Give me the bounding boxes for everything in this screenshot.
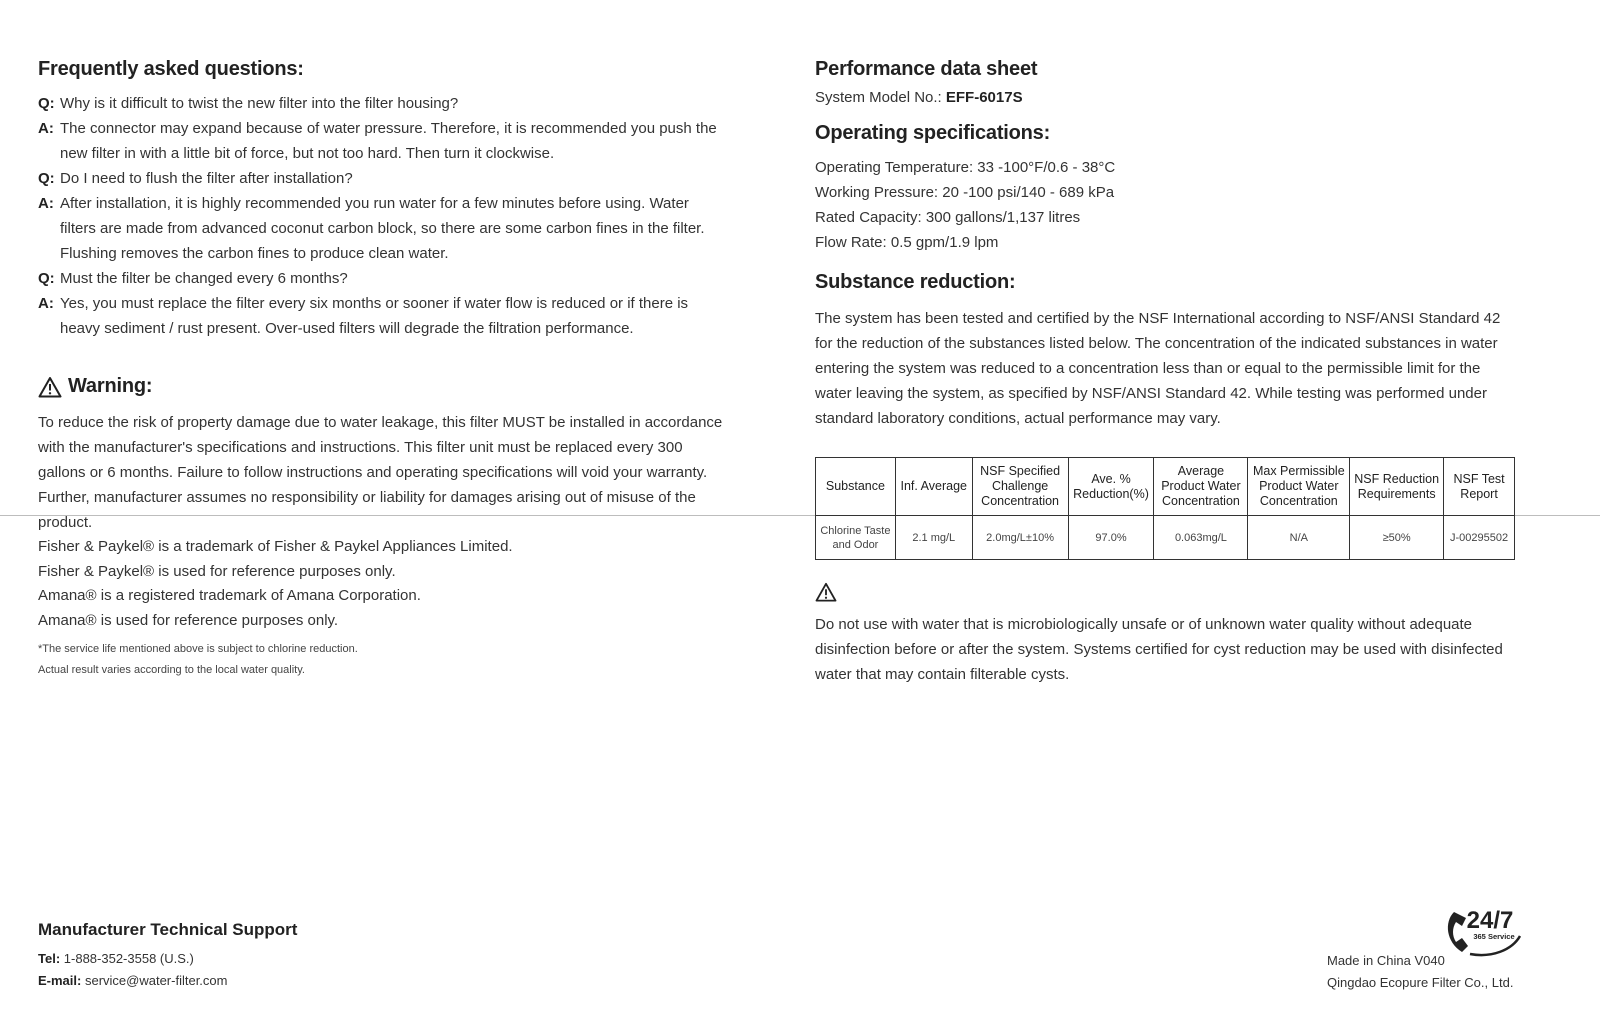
company-name: Qingdao Ecopure Filter Co., Ltd. [1327, 975, 1514, 990]
substance-table [815, 457, 1515, 560]
model-label: System Model No.: [815, 89, 942, 106]
support-email [38, 970, 297, 992]
table-header-row [816, 458, 1515, 516]
email-value: service@water-filter.com [84, 973, 228, 988]
caution-text: Do not use with water that is microbiologically unsafe or of unknown water quality without adequate disinfection before or after the system. Systems certified for cyst reduction may be used with disinfected water that may contain filterable cysts. [815, 616, 1503, 683]
faq-answer [38, 291, 728, 341]
left-column [38, 58, 728, 681]
faq-text: Yes, you must replace the filter every six months or sooner if water flow is reduced or if there is heavy sediment / rust present. Over-used filters will degrade the filtration performance. [60, 295, 689, 337]
trademark-line: Fisher & Paykel® is a trademark of Fisher & Paykel Appliances Limited. [38, 538, 513, 555]
faq-text: Must the filter be changed every 6 months? [60, 270, 348, 287]
faq-text: The connector may expand because of water pressure. Therefore, it is recommended you push the new filter in with a little bit of force, but not too hard. Then turn it clockwise. [60, 120, 717, 162]
table-header: NSF Reduction Requirements [1350, 458, 1444, 516]
faq-text: Do I need to flush the filter after installation? [60, 170, 353, 187]
faq-answer [38, 191, 728, 266]
performance-title: Performance data sheet [815, 58, 1038, 80]
manufacturer-info [1327, 950, 1513, 994]
tel-value: 1-888-352-3558 (U.S.) [63, 951, 194, 966]
faq-title: Frequently asked questions: [38, 58, 304, 80]
faq-text: After installation, it is highly recommended you run water for a few minutes before using. Water filters are made from advanced coconut carbon block, so there are some carbon fines in the filter. Flushing removes the carbon fines to produce clean water. [60, 195, 705, 262]
spec-line: Operating Temperature: 33 -100°F/0.6 - 38°C [815, 159, 1116, 176]
faq-tag: A: [38, 295, 54, 312]
substance-text: The system has been tested and certified by the NSF International according to NSF/ANSI Standard 42 for the reduction of the substances listed below. The concentration of the indicated substances in water entering the system was reduced to a concentration less than or equal to the permissible limit for the water leaving the system, as specified by NSF/ANSI Standard 42. While testing was performed under standard laboratory conditions, actual performance may vary. [815, 310, 1501, 427]
spec-line: Rated Capacity: 300 gallons/1,137 litres [815, 209, 1081, 226]
support-tel [38, 948, 297, 970]
faq-tag: A: [38, 195, 54, 212]
footnote: Actual result varies according to the local water quality. [38, 664, 305, 676]
trademark-line: Amana® is a registered trademark of Amana Corporation. [38, 587, 421, 604]
table-cell: ≥50% [1350, 516, 1444, 560]
faq-question [38, 266, 728, 291]
faq-tag: A: [38, 120, 54, 137]
trademark-line: Amana® is used for reference purposes only. [38, 611, 339, 629]
spec-line: Working Pressure: 20 -100 psi/140 - 689 kPa [815, 184, 1115, 201]
warning-title: Warning: [68, 375, 153, 397]
table-header: NSF Specified Challenge Concentration [972, 458, 1068, 516]
table-cell: 2.0mg/L±10% [972, 516, 1068, 560]
table-cell: 97.0% [1068, 516, 1154, 560]
phone-24-7-icon [1440, 898, 1524, 958]
table-header: Max Permissible Product Water Concentration [1248, 458, 1350, 516]
spec-line: Flow Rate: 0.5 gpm/1.9 lpm [815, 234, 999, 251]
table-header: NSF Test Report [1444, 458, 1515, 516]
warning-text: To reduce the risk of property damage due to water leakage, this filter MUST be installed in accordance with the manufacturer's specifications and instructions. This filter unit must be replaced every 300 gallons or 6 months. Failure to follow instructions and operating specifications will void your warranty. Further, manufacturer assumes no responsibility or liability for damages arising out of misuse of the product. [38, 414, 723, 531]
table-header: Inf. Average [895, 458, 972, 516]
table-header: Average Product Water Concentration [1154, 458, 1248, 516]
trademark-list [38, 535, 728, 633]
table-cell: Chlorine Taste and Odor [816, 516, 896, 560]
faq-list [38, 91, 728, 341]
trademark-line: Fisher & Paykel® is used for reference purposes only. [38, 562, 396, 580]
faq-question [38, 166, 728, 191]
faq-question [38, 91, 728, 116]
right-column [815, 58, 1535, 687]
table-header: Ave. % Reduction(%) [1068, 458, 1154, 516]
faq-tag: Q: [38, 95, 55, 112]
table-row [816, 516, 1515, 560]
faq-text: Why is it difficult to twist the new filter into the filter housing? [60, 95, 459, 112]
warning-triangle-icon [38, 376, 62, 398]
table-cell: N/A [1248, 516, 1350, 560]
faq-tag: Q: [38, 170, 55, 187]
technical-support [38, 920, 297, 992]
model-value: EFF-6017S [945, 89, 1023, 106]
spec-list [815, 155, 1535, 255]
table-cell: 0.063mg/L [1154, 516, 1248, 560]
badge-24-7: 24/7 [1466, 907, 1514, 934]
table-header: Substance [816, 458, 896, 516]
support-title: Manufacturer Technical Support [38, 920, 298, 939]
made-in: Made in China V040 [1327, 953, 1445, 968]
warning-heading [38, 375, 728, 398]
faq-tag: Q: [38, 270, 55, 287]
footnote: *The service life mentioned above is subject to chlorine reduction. [38, 643, 358, 655]
operating-title: Operating specifications: [815, 122, 1051, 144]
footnotes [38, 639, 728, 681]
substance-title: Substance reduction: [815, 271, 1016, 293]
tel-label: Tel: [38, 951, 61, 966]
table-cell: J-00295502 [1444, 516, 1515, 560]
table-cell: 2.1 mg/L [895, 516, 972, 560]
faq-answer [38, 116, 728, 166]
badge-365: 365 Service [1473, 932, 1515, 941]
system-model [815, 89, 1535, 106]
warning-triangle-icon [815, 582, 837, 602]
email-label: E-mail: [38, 973, 82, 988]
